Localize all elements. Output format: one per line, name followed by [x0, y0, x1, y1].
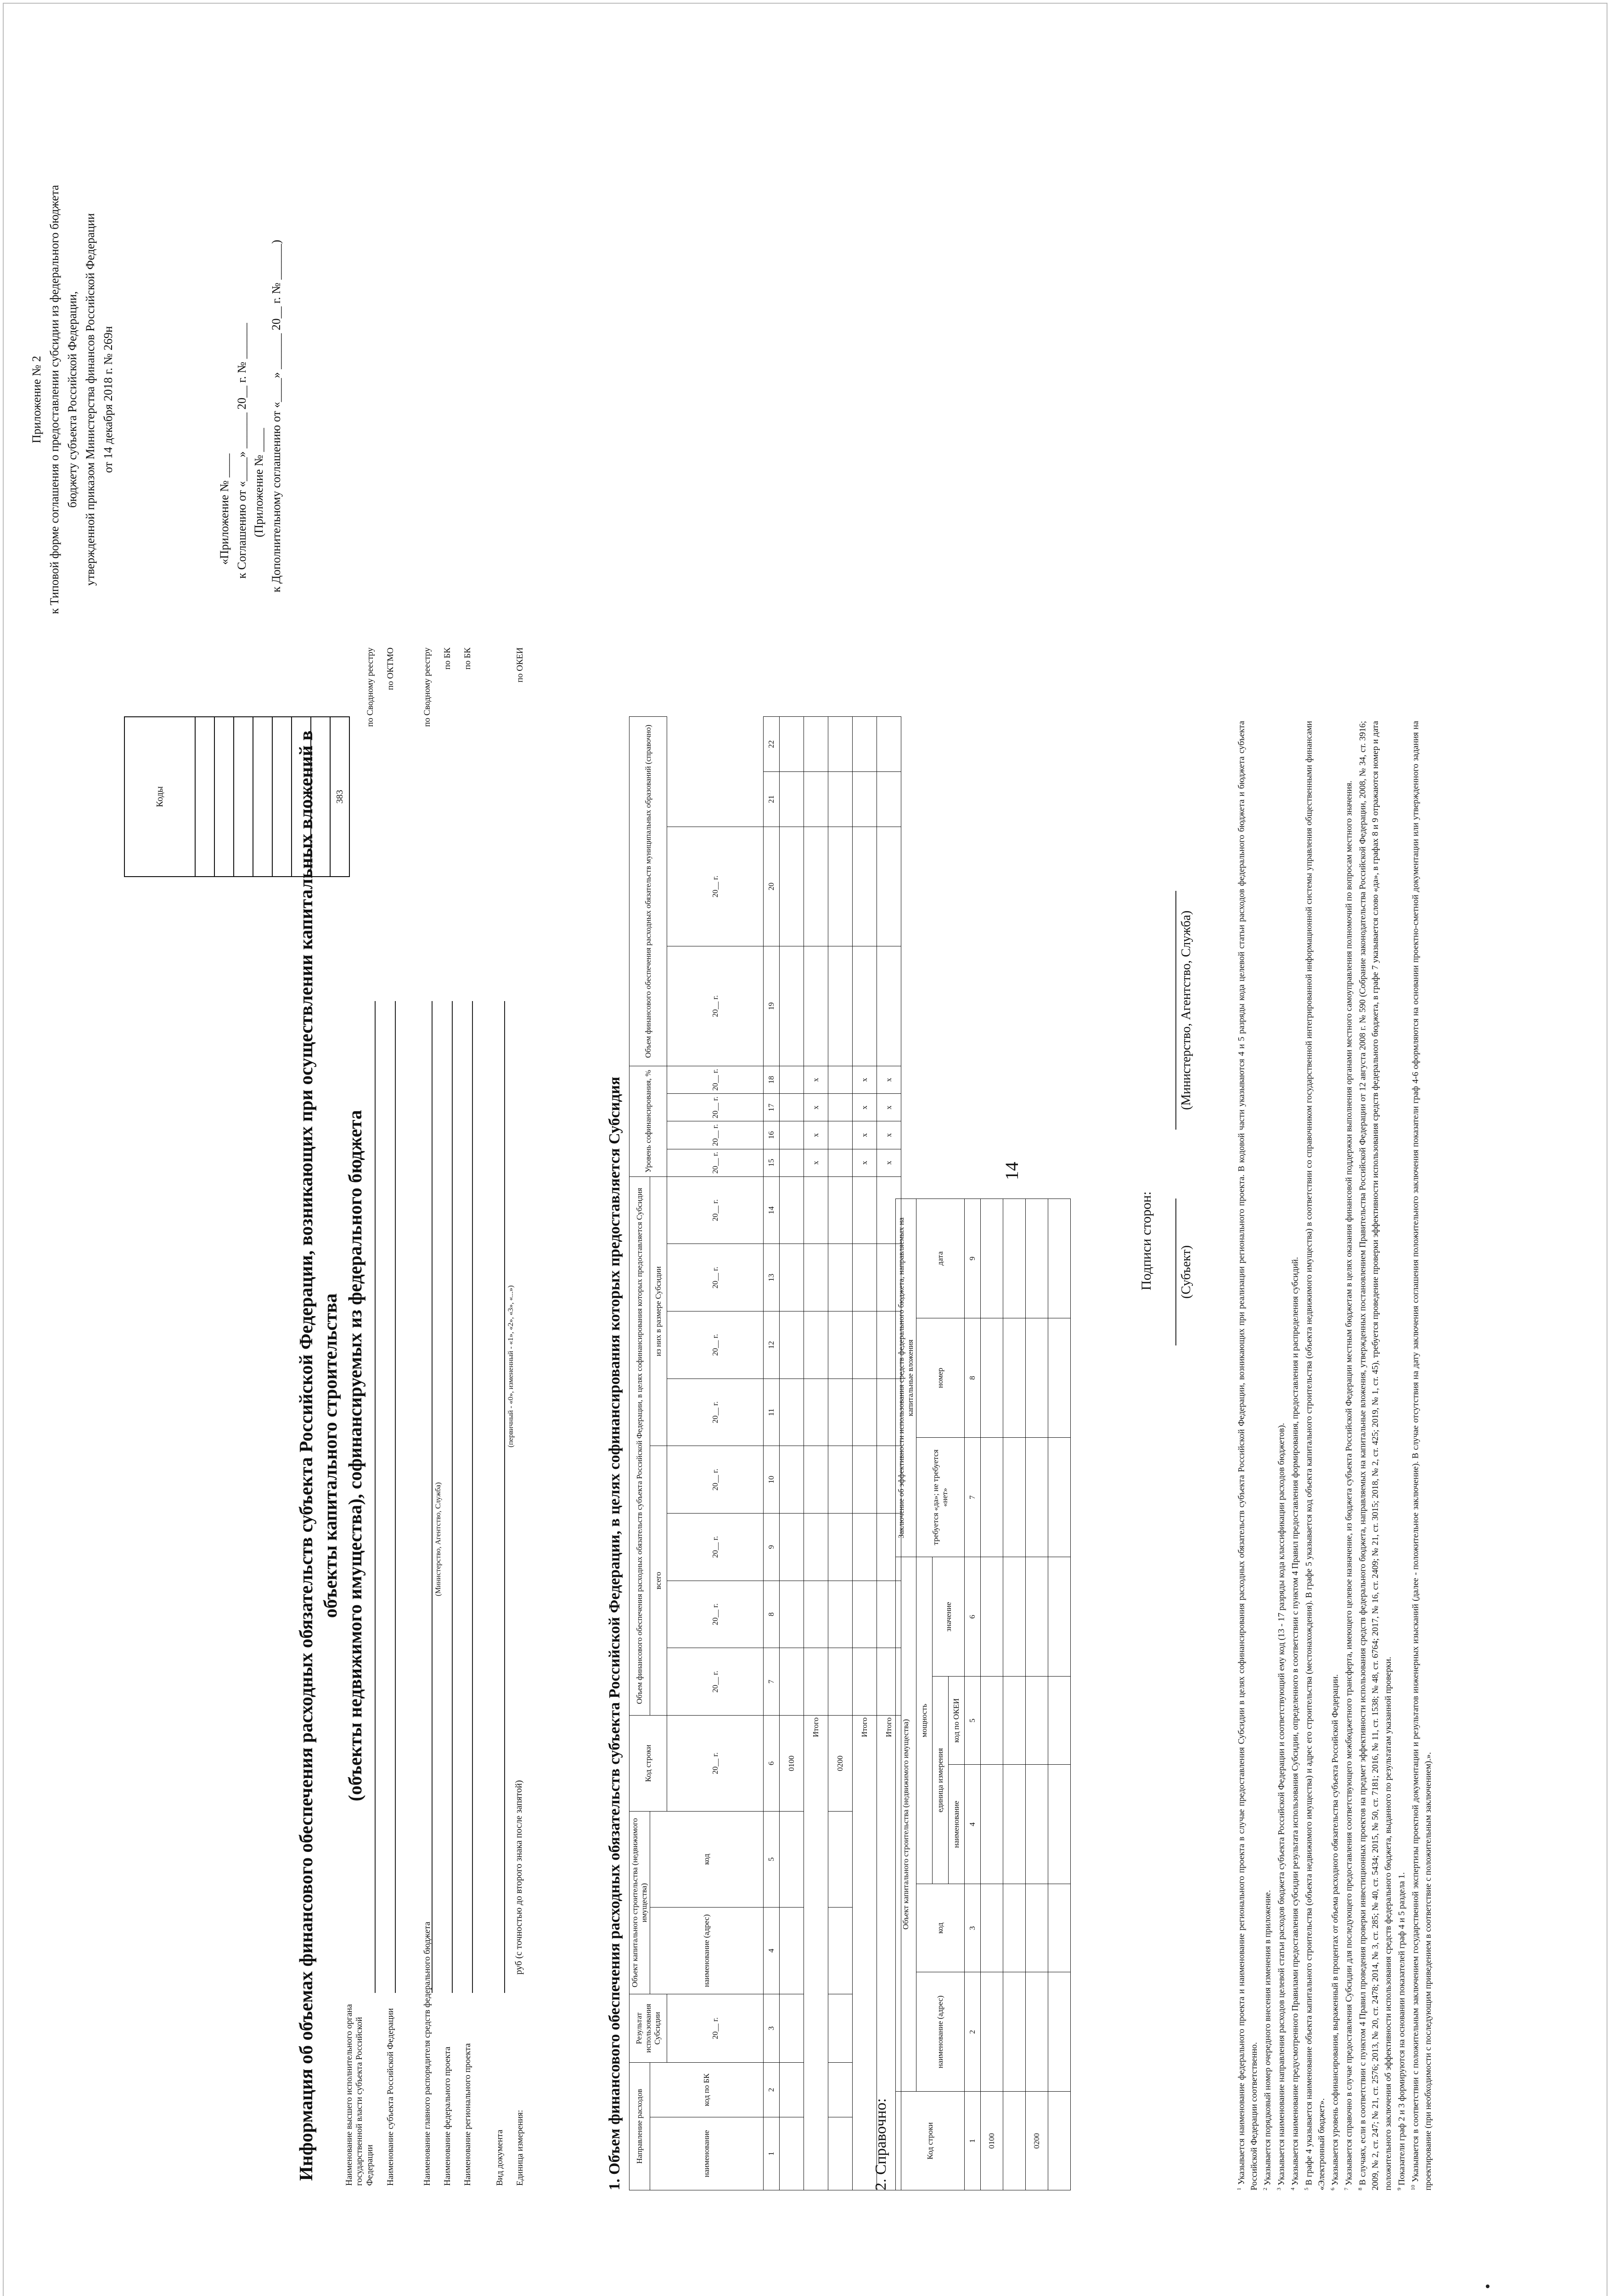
agreement-line: к Соглашению от «____» ______ 20__ г. № ______ [235, 323, 248, 579]
footnote: Указывается справочно в случае предоставления Субсидии для последующего предоставления соответствующего межбюджетного трансферта, имеющего целевое назначение, из бюджета субъекта Российской Федерации местным бюджетам в целях оказания финансовой поддержки выполнения органами местного самоуправления полномочий по вопросам местного значения. [1344, 781, 1354, 2186]
title-line: Информация об объемах финансового обеспечения расходных обязательств субъекта Российской Федерации, возникающих при осуществлении капитальных вложений в объекты капитального строительства [295, 730, 341, 2181]
appendix-line: от 14 декабря 2018 г. № 269н [101, 326, 115, 473]
cell[interactable] [780, 1581, 804, 1648]
x-mark: x [804, 1149, 828, 1176]
signature-caption: (Министерство, Агентство, Служба) [1179, 910, 1193, 1110]
col-num: 18 [764, 1066, 780, 1093]
cell[interactable] [853, 1514, 877, 1581]
code-label: по ОКТМО [386, 647, 395, 690]
field-line[interactable] [395, 1001, 396, 1993]
th-year: 20__ г. [667, 1066, 764, 1093]
field-label: Наименование федерального проекта [443, 2047, 452, 2186]
th-year: 20__ г. [667, 827, 764, 946]
code-cell[interactable] [292, 717, 311, 877]
th-year: 20__ г. [667, 1994, 764, 2063]
footnote: Указывается порядковый номер очередного внесения изменения в приложение. [1263, 1890, 1273, 2186]
cell[interactable] [1026, 1557, 1048, 1677]
codes-table [124, 716, 350, 877]
field-label: Единица измерения: [515, 2110, 525, 2186]
col-num: 3 [764, 1994, 780, 2063]
cell[interactable] [828, 1149, 853, 1176]
th-required: требуется «да»; не требуется «нет» [916, 1438, 965, 1557]
scan-dot [1486, 2285, 1489, 2288]
field-caption: (Министерство, Агентство, Служба) [434, 1482, 442, 1596]
col-num: 2 [764, 2063, 780, 2117]
cell[interactable] [981, 1884, 1003, 1972]
agreement-line: (Приложение № ____ [252, 428, 266, 537]
appendix-line: Приложение № 2 [30, 355, 43, 444]
cell[interactable] [804, 1581, 828, 1648]
th-row-code: Код строки [896, 2092, 965, 2190]
cell[interactable] [828, 1244, 853, 1311]
cell[interactable] [1048, 1677, 1071, 1765]
cell[interactable] [804, 1514, 828, 1581]
cell[interactable] [804, 1311, 828, 1379]
itogo-label: Итого [853, 1716, 877, 2190]
signature-ministry [1175, 891, 1194, 1130]
signature-caption: (Субъект) [1179, 1245, 1193, 1299]
th-date: дата [916, 1199, 965, 1318]
cell[interactable] [1003, 1438, 1026, 1557]
codes-title: Коды [124, 717, 195, 877]
code-label: по Сводному реестру [365, 647, 375, 727]
th-object: Объект капитального строительства (недвижимого имущества) [896, 1557, 916, 2092]
col-num: 14 [764, 1176, 780, 1244]
cell[interactable] [853, 1244, 877, 1311]
field-line[interactable] [472, 1001, 473, 1993]
cell[interactable] [780, 1094, 804, 1121]
th-conclusion: Заключение об эффективности использования средств федерального бюджета, направляемых на капитальные вложения [896, 1199, 916, 1557]
col-num: 9 [965, 1199, 981, 1318]
cell[interactable] [780, 1648, 804, 1716]
code-label: по ОКЕИ [515, 647, 525, 683]
cell[interactable] [828, 1908, 853, 1994]
cell[interactable] [853, 1446, 877, 1514]
field-label: Наименование высшего исполнительного органа государственной власти субъекта Российской Федерации [344, 2004, 375, 2186]
th-year: 20__ г. [667, 1244, 764, 1311]
cell[interactable] [1026, 1677, 1048, 1765]
cell[interactable] [1048, 1199, 1071, 1318]
th-of-which: из них в размере Субсидии [650, 1176, 667, 1446]
footnote: Указывается наименование предусмотренного Правилами предоставления субсидии результата использования Субсидии, определенного в соответствии с пунктом 4 Правил предоставления формирования, предоставления и распределения субсидий. [1290, 1257, 1300, 2186]
cell[interactable] [853, 1379, 877, 1446]
th-total: всего [650, 1446, 667, 1716]
th-obj-code: код [650, 1812, 764, 1908]
header-fields [344, 579, 527, 2186]
x-mark: x [877, 1121, 901, 1149]
field-label: Вид документа [495, 2129, 505, 2186]
th-year: 20__ г. [667, 1514, 764, 1581]
cell[interactable] [780, 1176, 804, 1244]
cell[interactable] [981, 1199, 1003, 1318]
code-cell[interactable] [195, 717, 214, 877]
th-unit-okei: код по ОКЕИ [949, 1677, 965, 1765]
col-num: 20 [764, 827, 780, 946]
cell[interactable] [853, 827, 877, 946]
th-unit: единица измерения [933, 1677, 949, 1884]
cell[interactable] [804, 1379, 828, 1446]
cell[interactable] [853, 1648, 877, 1716]
cell[interactable] [1026, 1884, 1048, 1972]
th-name: наименование [650, 2117, 764, 2190]
cell[interactable] [780, 1812, 804, 1908]
cell[interactable] [981, 1557, 1003, 1677]
th-year: 20__ г. [667, 1446, 764, 1514]
x-mark: x [804, 1094, 828, 1121]
itogo-label: Итого [804, 1716, 828, 2190]
cell[interactable] [1003, 1557, 1026, 1677]
cell[interactable] [828, 1066, 853, 1093]
th-year: 20__ г. [667, 1648, 764, 1716]
row-code: 0100 [981, 2092, 1003, 2190]
code-cell[interactable] [214, 717, 234, 877]
cell[interactable] [804, 946, 828, 1066]
appendix-line: бюджету субъекта Российской Федерации, [66, 291, 79, 508]
th-year: 20__ г. [667, 1311, 764, 1379]
table-row [828, 717, 853, 2190]
th-code: код [916, 1884, 965, 1972]
cell[interactable] [804, 717, 828, 772]
th-unit-name: наименование [949, 1765, 965, 1884]
row-code: 0200 [828, 1716, 853, 1812]
footnotes: $^1$ Указывается наименование федерального проекта и наименование регионального проекта в случае предоставления Субсидии в целях софинансирования расходных обязательств субъекта Российской Федерации, возникающих при реализации регионального проекта. В кодовой части указываются 4 и 5 разряды кода целевой статьи расходов федерального бюджета и бюджета субъекта Российской Федерации соответственно. $^2$ Указывается порядковый номер очередного внесения изменения в приложение. $^3$ Указывается наименование направления расходов целевой статьи расходов бюджета субъекта Российской Федерации и соответствующий ему код (13 - 17 разряды кода классификации расходов бюджетов). $^4$ Указывается наименование предусмотренного Правилами предоставления субсидии результата использования Субсидии, определенного в соответствии с пунктом 4 Правил предоставления формирования, предоставления и распределения субсидий. $^5$ В графе 4 указывается наименование объекта капитального строительства (объекта недвижимого имущества) и адрес его строительства (местонахождения). В графе 5 указывается код объекта капитального строительства (объекта недвижимого имущества) в соответствии со справочником государственной интегрированной информационной системы управления общественными финансами «Электронный бюджет». $^6$ Указывается уровень софинансирования, выраженный в процентах от объема расходного обязательства субъекта Российской Федерации. $^7$ Указывается справочно в случае предоставления Субсидии для последующего предоставления соответствующего межбюджетного трансферта, имеющего целевое назначение, из бюджета субъекта Российской Федерации местным бюджетам в целях оказания финансовой поддержки выполнения органами местного самоуправления полномочий по вопросам местного значения. $^8$ В случаях, если в соответствии с пунктом 4 Правил проведения проверки инвестиционных проектов на предмет эффективности использования средств федерального бюджета, направляемых на капитальные вложения, утвержденных постановлением Правительства Российской Федерации от 12 августа 2008 г. № 590 (Собрание законодательства Российской Федерации, 2008, № 34, ст. 3916; 2009, № 2, ст. 247; № 21, ст. 2576; 2013, № 20, ст. 2478; 2014, № 3, ст. 285; № 40, ст. 5434; 2015, № 50, ст. 7181; 2016, № 11, ст. 1538; № 48, ст. 6764; 2017, № 16, ст. 2409; № 21, ст. 3015; 2018, № 2, ст. 425; 2019, № 1, ст. 45), требуется проведение проверки эффективности использования средств федерального бюджета, в графе 7 указывается слово «да», в графах 8 и 9 отражаются номер и дата положительного заключения об эффективности использования средств федерального бюджета, выданного по результатам указанной проверки. $^9$ Показатели граф 2 и 3 формируются на основании показателей граф 4 и 5 раздела 1. $^{10}$ Указывается в соответствии с положительным заключением государственной экспертизы проектной документации и результатов инженерных изысканий (далее - положительное заключение). В случае отсутствия на дату заключения соглашения положительного заключения показатели граф 4-6 оформляются на основании проектно-сметной документации или утвержденного задания на проектирование (при необходимости с последующим приведением в соответствие с положительным заключением).». [1236, 720, 1433, 2190]
cell[interactable] [780, 771, 804, 827]
agreement-line: к Дополнительному соглашению от «____» ______ 20__ г. № ______) [270, 240, 283, 592]
cell[interactable] [828, 1994, 853, 2063]
cell[interactable] [1026, 1972, 1048, 2092]
cell[interactable] [853, 771, 877, 827]
cell[interactable] [877, 946, 901, 1066]
cell[interactable] [828, 1094, 853, 1121]
cell[interactable] [780, 1514, 804, 1581]
cell[interactable] [780, 1379, 804, 1446]
agreement-line: «Приложение № ____ [218, 453, 231, 565]
th-municipal: Объем финансового обеспечения расходных обязательств муниципальных образований (справочно) [629, 717, 667, 1066]
cell[interactable] [780, 1244, 804, 1311]
col-num: 1 [764, 2117, 780, 2190]
cell[interactable] [1003, 1765, 1026, 1884]
cell[interactable] [780, 1121, 804, 1149]
cell[interactable] [804, 1176, 828, 1244]
appendix-line: утвержденной приказом Министерства финансов Российской Федерации [84, 213, 97, 586]
cell[interactable] [780, 1149, 804, 1176]
col-num: 2 [965, 1972, 981, 2092]
col-num: 8 [965, 1318, 981, 1438]
cell[interactable] [828, 1812, 853, 1908]
col-num: 7 [965, 1438, 981, 1557]
cell[interactable] [981, 1972, 1003, 2092]
field-label: Наименование регионального проекта [463, 2043, 472, 2186]
cell[interactable] [1003, 1884, 1026, 1972]
cell[interactable] [804, 771, 828, 827]
cell[interactable] [1048, 1972, 1071, 2092]
cell[interactable] [1048, 1438, 1071, 1557]
cell[interactable] [1003, 1972, 1026, 2092]
col-num: 17 [764, 1094, 780, 1121]
col-num: 15 [764, 1149, 780, 1176]
field-line[interactable] [375, 1001, 376, 1993]
cell[interactable] [828, 827, 853, 946]
code-cell[interactable] [253, 717, 272, 877]
cell[interactable] [1003, 1199, 1026, 1318]
cell[interactable] [1003, 2092, 1026, 2190]
cell[interactable] [804, 1446, 828, 1514]
th-year: 20__ г. [667, 1094, 764, 1121]
cell[interactable] [828, 1311, 853, 1379]
col-num: 21 [764, 771, 780, 827]
cell[interactable] [780, 1908, 804, 1994]
cell[interactable] [780, 827, 804, 946]
col-num: 12 [764, 1311, 780, 1379]
okei-code: 383 [330, 717, 349, 877]
section2-table [895, 1199, 1071, 2190]
th-capacity: мощность [916, 1557, 933, 1884]
field-caption: (первичный - «0», измененный - «1», «2», «3», «...») [507, 1285, 515, 1447]
table-row [1048, 1199, 1071, 2190]
x-mark: x [853, 1121, 877, 1149]
footnote: Указывается наименование направления расходов целевой статьи расходов бюджета субъекта Российской Федерации и соответствующий ему код (13 - 17 разряды кода классификации расходов бюджетов). [1276, 1423, 1287, 2186]
col-num: 5 [965, 1677, 981, 1765]
col-num: 7 [764, 1648, 780, 1716]
footnote: Указывается в соответствии с положительным заключением государственной экспертизы проектной документации и результатов инженерных изысканий (далее - положительное заключение). В случае отсутствия на дату заключения соглашения положительного заключения показатели граф 4-6 оформляются на основании проектно-сметной документации или утвержденного задания на проектирование (при необходимости с последующим приведением в соответствие с положительным заключением).». [1411, 720, 1433, 2190]
x-mark: x [853, 1094, 877, 1121]
th-year: 20__ г. [667, 1176, 764, 1244]
col-num: 3 [965, 1884, 981, 1972]
col-num: 10 [764, 1446, 780, 1514]
th-year: 20__ г. [667, 946, 764, 1066]
cell[interactable] [780, 2117, 804, 2190]
col-num: 22 [764, 717, 780, 772]
cell[interactable] [780, 1066, 804, 1093]
col-num: 1 [965, 2092, 981, 2190]
cell[interactable] [853, 1581, 877, 1648]
col-num: 5 [764, 1812, 780, 1908]
page-number: 14 [1001, 1162, 1022, 1180]
cell[interactable] [1048, 1765, 1071, 1884]
signature-line[interactable] [1175, 1199, 1176, 1345]
cell[interactable] [1048, 2092, 1071, 2190]
cell[interactable] [981, 1318, 1003, 1438]
cell[interactable] [981, 1677, 1003, 1765]
th-number: номер [916, 1318, 965, 1438]
cell[interactable] [780, 1994, 804, 2063]
cell[interactable] [828, 1176, 853, 1244]
cell[interactable] [1048, 1318, 1071, 1438]
cell[interactable] [828, 1121, 853, 1149]
col-num: 9 [764, 1514, 780, 1581]
code-cell[interactable] [272, 717, 292, 877]
cell[interactable] [804, 1648, 828, 1716]
appendix-line: к Типовой форме соглашения о предоставлении субсидии из федерального бюджета [48, 185, 61, 614]
x-mark: x [877, 1066, 901, 1093]
col-num: 11 [764, 1379, 780, 1446]
signature-line[interactable] [1175, 891, 1176, 1130]
th-volume: Объем финансового обеспечения расходных обязательств субъекта Российской Федерации, в целях софинансирования которых предоставляется Субсидия [629, 1176, 650, 1715]
x-mark: x [877, 1149, 901, 1176]
th-name: наименование (адрес) [916, 1972, 965, 2092]
th-year: 20__ г. [667, 1581, 764, 1648]
cell[interactable] [1048, 1884, 1071, 1972]
x-mark: x [877, 1094, 901, 1121]
cell[interactable] [1026, 1765, 1048, 1884]
field-label: Наименование главного распорядителя средств федерального бюджета [422, 1921, 432, 2186]
table-row [780, 717, 804, 2190]
field-line[interactable] [432, 1001, 442, 1993]
cell[interactable] [853, 1176, 877, 1244]
table-row [804, 717, 828, 2190]
cell[interactable] [828, 2063, 853, 2117]
th-obj-name: наименование (адрес) [650, 1908, 764, 1994]
cell[interactable] [828, 1446, 853, 1514]
table-row [1003, 1199, 1026, 2190]
code-cell[interactable] [311, 717, 330, 877]
cell[interactable] [853, 946, 877, 1066]
col-num: 4 [965, 1765, 981, 1884]
signature-subject [1175, 1199, 1194, 1345]
cell[interactable] [828, 1581, 853, 1648]
section2-title: 2. Справочно: [872, 2098, 889, 2190]
th-value: значение [933, 1557, 965, 1677]
agreement-block [216, 51, 285, 592]
cell[interactable] [1026, 1199, 1048, 1318]
cell[interactable] [877, 717, 901, 772]
cell[interactable] [877, 827, 901, 946]
cell[interactable] [1026, 1438, 1048, 1557]
cell[interactable] [828, 771, 853, 827]
itogo-label: Итого [877, 1716, 901, 2190]
cell[interactable] [804, 1244, 828, 1311]
cell[interactable] [828, 946, 853, 1066]
code-cell[interactable] [234, 717, 253, 877]
cell[interactable] [780, 1446, 804, 1514]
th-row-code: Код строки [629, 1716, 667, 1812]
col-num: 13 [764, 1244, 780, 1311]
cell[interactable] [828, 2117, 853, 2190]
col-num: 19 [764, 946, 780, 1066]
cell[interactable] [828, 1648, 853, 1716]
section1-table [629, 716, 901, 2190]
cell[interactable] [877, 771, 901, 827]
footnote: В графе 4 указывается наименование объекта капитального строительства (объекта недвижимого имущества) и адрес его строительства (местонахождения). В графе 5 указывается код объекта капитального строительства (объекта недвижимого имущества) в соответствии со справочником государственной интегрированной информационной системы управления общественными финансами «Электронный бюджет». [1304, 720, 1326, 2190]
cell[interactable] [1003, 1677, 1026, 1765]
title-line: (объекты недвижимого имущества), софинансируемых из федерального бюджета [344, 1110, 365, 1801]
th-year: 20__ г. [667, 1379, 764, 1446]
th-level: Уровень софинансирования, % [629, 1066, 667, 1176]
col-num: 6 [965, 1557, 981, 1677]
table-row [853, 717, 877, 2190]
th-object: Объект капитального строительства (недвижимого имущества) [629, 1812, 650, 1994]
cell[interactable] [780, 946, 804, 1066]
cell[interactable] [828, 1514, 853, 1581]
code-label: по Сводному реестру [422, 647, 432, 727]
th-code-bk: код по БК [650, 2063, 764, 2117]
field-line[interactable] [504, 1001, 515, 1993]
field-label: Наименование субъекта Российской Федерации [386, 2008, 395, 2186]
th-result: Результат использования Субсидии [629, 1994, 667, 2063]
cell[interactable] [853, 1311, 877, 1379]
th-year: 20__ г. [667, 1121, 764, 1149]
row-code: 0200 [1026, 2092, 1048, 2190]
footnote: В случаях, если в соответствии с пунктом 4 Правил проведения проверки инвестиционных проектов на предмет эффективности использования средств федерального бюджета, направляемых на капитальные вложения, утвержденных постановлением Правительства Российской Федерации от 12 августа 2008 г. № 590 (Собрание законодательства Российской Федерации, 2008, № 34, ст. 3916; 2009, № 2, ст. 247; № 21, ст. 2576; 2013, № 20, ст. 2478; 2014, № 3, ст. 285; № 40, ст. 5434; 2015, № 50, ст. 7181; 2016, № 11, ст. 1538; № 48, ст. 6764; 2017, № 16, ст. 2409; № 21, ст. 3015; 2018, № 2, ст. 425; 2019, № 1, ст. 45), требуется проведение проверки эффективности использования средств федерального бюджета, в графе 7 указывается слово «да», в графах 8 и 9 отражаются номер и дата положительного заключения об эффективности использования средств федерального бюджета, выданного по результатам указанной проверки. [1358, 721, 1393, 2190]
th-direction: Направление расходов [629, 2063, 650, 2190]
signatures-title: Подписи сторон: [1139, 1191, 1154, 1290]
cell[interactable] [1003, 1318, 1026, 1438]
footnote: Указывается уровень софинансирования, выраженный в процентах от объема расходного обязательства субъекта Российской Федерации. [1330, 1674, 1340, 2186]
appendix-block [28, 78, 117, 721]
col-num: 6 [764, 1716, 780, 1812]
cell[interactable] [780, 717, 804, 772]
cell[interactable] [804, 827, 828, 946]
col-num: 16 [764, 1121, 780, 1149]
cell[interactable] [828, 1379, 853, 1446]
x-mark: x [804, 1066, 828, 1093]
cell[interactable] [780, 2063, 804, 2117]
cell[interactable] [1048, 1557, 1071, 1677]
cell[interactable] [828, 717, 853, 772]
footnote: Указывается наименование федерального проекта и наименование регионального проекта в случае предоставления Субсидии в целях софинансирования расходных обязательств субъекта Российской Федерации, возникающих при реализации регионального проекта. В кодовой части указываются 4 и 5 разряды кода целевой статьи расходов федерального бюджета и бюджета субъекта Российской Федерации соответственно. [1236, 720, 1259, 2190]
row-code: 0100 [780, 1716, 804, 1812]
cell[interactable] [981, 1438, 1003, 1557]
code-label: по БК [463, 647, 472, 670]
table-row [981, 1199, 1003, 2190]
th-year: 20__ г. [667, 1716, 764, 1812]
unit-value: руб (с точностью до второго знака после запятой) [514, 1780, 524, 1975]
code-label: по БК [443, 647, 452, 670]
x-mark: x [804, 1121, 828, 1149]
x-mark: x [853, 1149, 877, 1176]
th-year: 20__ г. [667, 1149, 764, 1176]
field-line[interactable] [452, 1001, 453, 1993]
section1-title: 1. Объем финансового обеспечения расходных обязательств субъекта Российской Федерации, в целях софинансирования которых предоставляется Субсидия [606, 1076, 623, 2190]
cell[interactable] [1026, 1318, 1048, 1438]
table-row [1026, 1199, 1048, 2190]
cell[interactable] [853, 717, 877, 772]
footnote: Показатели граф 2 и 3 формируются на основании показателей граф 4 и 5 раздела 1. [1397, 1872, 1407, 2186]
col-num: 8 [764, 1581, 780, 1648]
cell[interactable] [981, 1765, 1003, 1884]
cell[interactable] [780, 1311, 804, 1379]
x-mark: x [853, 1066, 877, 1093]
col-num: 4 [764, 1908, 780, 1994]
